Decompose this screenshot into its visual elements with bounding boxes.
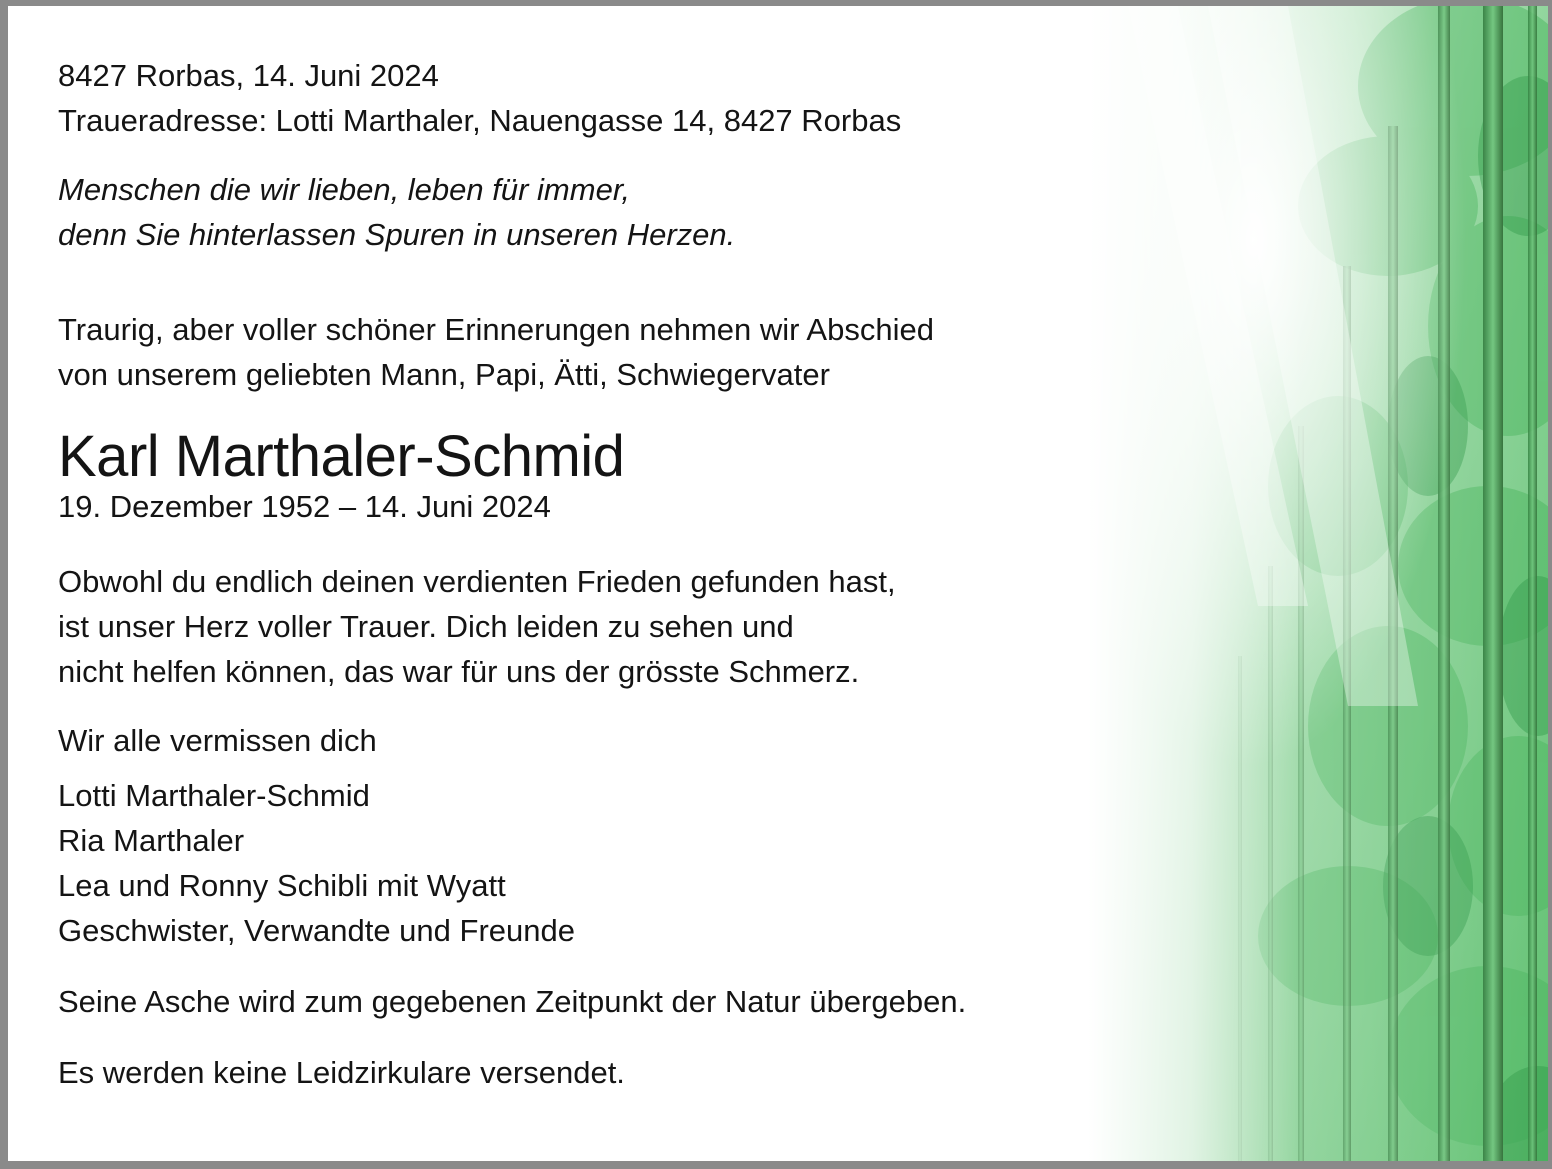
message-block — [58, 559, 1138, 694]
ashes-line: Seine Asche wird zum gegebenen Zeitpunkt der Natur übergeben. — [58, 984, 967, 1019]
quote-line-2: denn Sie hinterlassen Spuren in unseren Herzen. — [58, 217, 736, 252]
message-line-3: nicht helfen können, das war für uns der grösste Schmerz. — [58, 654, 860, 689]
message-line-2: ist unser Herz voller Trauer. Dich leiden zu sehen und — [58, 609, 794, 644]
ashes-note — [58, 979, 1138, 1024]
deceased-block — [58, 422, 1138, 529]
mourning-address: Traueradresse: Lotti Marthaler, Nauengasse 14, 8427 Rorbas — [58, 103, 902, 138]
miss-block — [58, 718, 1138, 763]
mourner-item: Lea und Ronny Schibli mit Wyatt — [58, 868, 506, 903]
mourner-item: Ria Marthaler — [58, 823, 245, 858]
intro-line-1: Traurig, aber voller schöner Erinnerungen nehmen wir Abschied — [58, 312, 934, 347]
intro-block — [58, 307, 1138, 397]
header-block — [58, 53, 1138, 143]
life-dates: 19. Dezember 1952 – 14. Juni 2024 — [58, 489, 551, 524]
mourner-item: Geschwister, Verwandte und Freunde — [58, 913, 575, 948]
circulars-line: Es werden keine Leidzirkulare versendet. — [58, 1055, 625, 1090]
miss-line: Wir alle vermissen dich — [58, 723, 377, 758]
mourner-item: Lotti Marthaler-Schmid — [58, 778, 370, 813]
deceased-name: Karl Marthaler-Schmid — [58, 424, 625, 489]
place-date: 8427 Rorbas, 14. Juni 2024 — [58, 58, 439, 93]
intro-line-2: von unserem geliebten Mann, Papi, Ätti, Schwiegervater — [58, 357, 830, 392]
circulars-note — [58, 1050, 1138, 1095]
message-line-1: Obwohl du endlich deinen verdienten Frieden gefunden hast, — [58, 564, 896, 599]
forest-trees-image — [1088, 6, 1552, 1169]
mourners-list — [58, 773, 1138, 953]
quote-line-1: Menschen die wir lieben, leben für immer, — [58, 172, 631, 207]
quote-block — [58, 167, 1138, 257]
obituary-text — [58, 56, 1138, 1095]
